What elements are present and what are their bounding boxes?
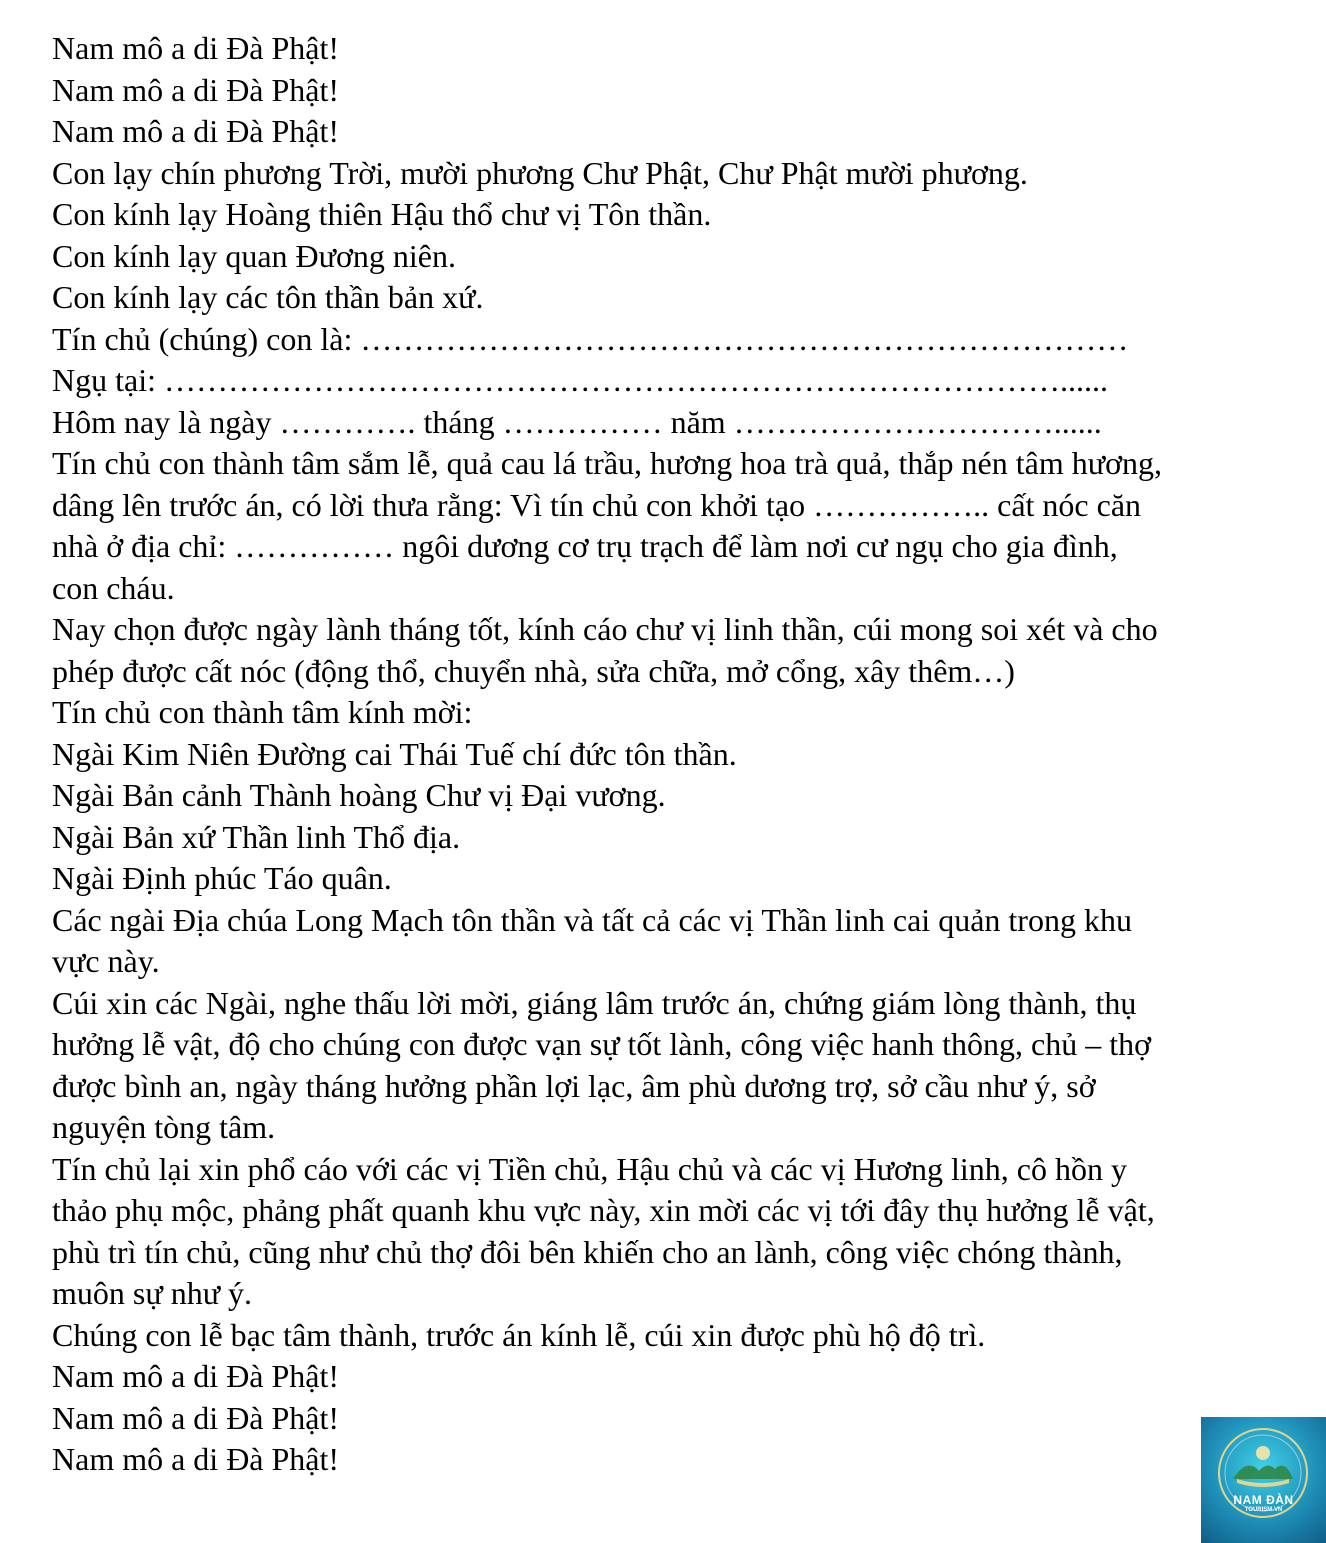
document-line: Cúi xin các Ngài, nghe thấu lời mời, giáng lâm trước án, chứng giám lòng thành, thụ <box>52 984 1137 1021</box>
document-line: Nam mô a di Đà Phật! <box>52 1358 340 1394</box>
document-line: Nam mô a di Đà Phật! <box>52 113 340 149</box>
watermark-subtitle: TOURISM.VN <box>1244 1507 1283 1513</box>
document-line: hưởng lễ vật, độ cho chúng con được vạn sự tốt lành, công việc hanh thông, chủ – thợ <box>52 1026 1152 1062</box>
document-line: Nay chọn được ngày lành tháng tốt, kính cáo chư vị linh thần, cúi mong soi xét và cho <box>52 611 1158 647</box>
document-line: được bình an, ngày tháng hưởng phần lợi lạc, âm phù dương trợ, sở cầu như ý, sở <box>52 1067 1096 1104</box>
document-line: Con kính lạy quan Đương niên. <box>52 237 456 274</box>
namdan-tourism-watermark <box>1201 1417 1326 1543</box>
document-line: Tín chủ con thành tâm sắm lễ, quả cau lá trầu, hương hoa trà quả, thắp nén tâm hương, <box>52 445 1162 481</box>
document-line: dâng lên trước án, có lời thưa rằng: Vì tín chủ con khởi tạo …………….. cất nóc căn <box>52 486 1142 523</box>
document-line: Con kính lạy Hoàng thiên Hậu thổ chư vị Tôn thần. <box>52 196 712 232</box>
landscape-emblem-icon <box>1201 1417 1326 1543</box>
document-line: Tín chủ con thành tâm kính mời: <box>52 694 473 730</box>
document-line: Nam mô a di Đà Phật! <box>52 1441 340 1477</box>
document-line: vực này. <box>52 943 160 979</box>
document-line: Con kính lạy các tôn thần bản xứ. <box>52 279 484 315</box>
document-line: Nam mô a di Đà Phật! <box>52 71 340 108</box>
document-line: phù trì tín chủ, cũng như chủ thợ đôi bên khiến cho an lành, công việc chóng thành, <box>52 1233 1123 1270</box>
document-line: Ngụ tại: …………………………………………………………………………...... <box>52 362 1108 398</box>
document-line: nguyện tòng tâm. <box>52 1109 276 1145</box>
document-line: Ngài Bản cảnh Thành hoàng Chư vị Đại vương. <box>52 777 666 813</box>
document-body <box>52 28 1314 1481</box>
document-line: Hôm nay là ngày …………. tháng …………… năm …………………………...... <box>52 403 1102 440</box>
document-line: Tín chủ lại xin phổ cáo với các vị Tiền chủ, Hậu chủ và các vị Hương linh, cô hồn y <box>52 1150 1127 1187</box>
document-line: Ngài Bản xứ Thần linh Thổ địa. <box>52 818 461 855</box>
document-line: thảo phụ mộc, phảng phất quanh khu vực này, xin mời các vị tới đây thụ hưởng lễ vật, <box>52 1192 1155 1228</box>
document-line: Tín chủ (chúng) con là: ……………………………………………………………… <box>52 320 1129 357</box>
document-line: phép được cất nóc (động thổ, chuyển nhà, sửa chữa, mở cổng, xây thêm…) <box>52 652 1015 689</box>
document-line: Con lạy chín phương Trời, mười phương Chư Phật, Chư Phật mười phương. <box>52 154 1028 191</box>
document-line: Nam mô a di Đà Phật! <box>52 1399 340 1436</box>
document-line: Ngài Định phúc Táo quân. <box>52 860 392 896</box>
document-line: Các ngài Địa chúa Long Mạch tôn thần và tất cả các vị Thần linh cai quản trong khu <box>52 901 1132 938</box>
watermark-title: NAM ĐÀN <box>1233 1493 1294 1507</box>
document-line: Ngài Kim Niên Đường cai Thái Tuế chí đức tôn thần. <box>52 735 737 772</box>
document-line: Nam mô a di Đà Phật! <box>52 30 340 66</box>
document-line: con cháu. <box>52 569 175 606</box>
document-line: nhà ở địa chỉ: …………… ngôi dương cơ trụ trạch để làm nơi cư ngụ cho gia đình, <box>52 528 1118 564</box>
document-line: muôn sự như ý. <box>52 1275 253 1311</box>
document-line: Chúng con lễ bạc tâm thành, trước án kính lễ, cúi xin được phù hộ độ trì. <box>52 1316 986 1353</box>
